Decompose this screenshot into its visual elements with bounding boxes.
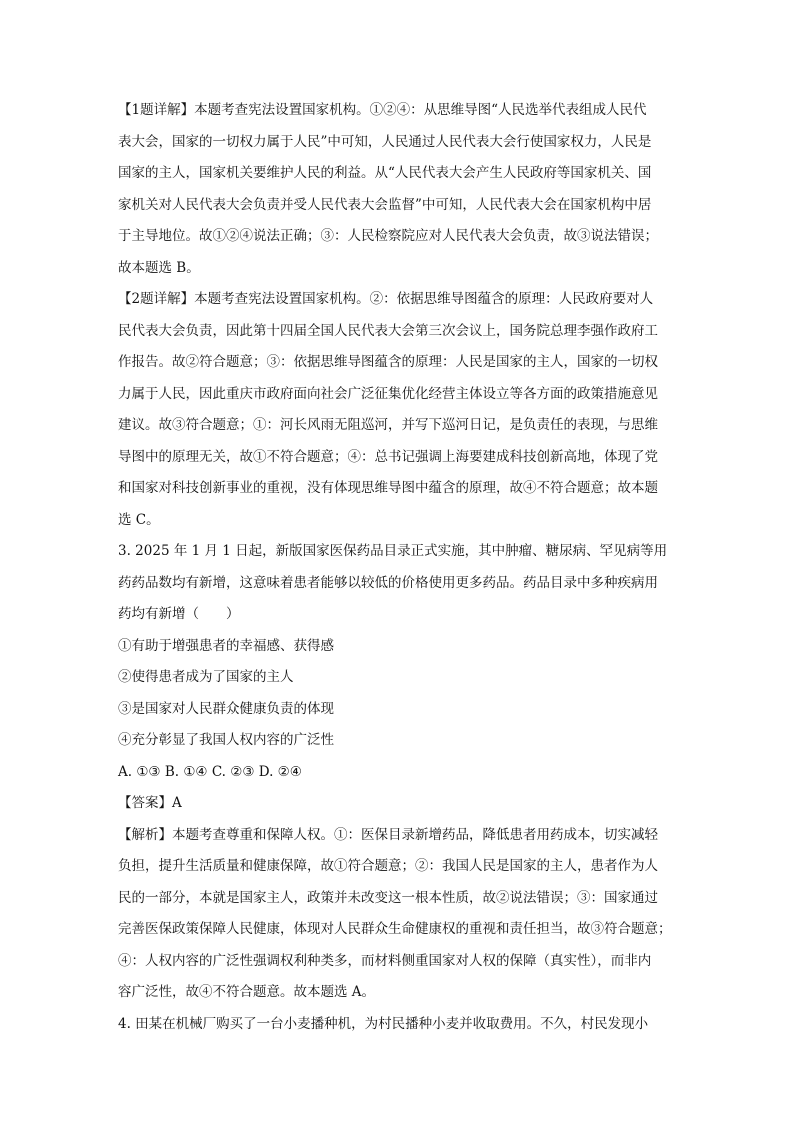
q2-detail-line-6: 导图中的原理无关，故①不符合题意；④：总书记强调上海要建成科技创新高地，体现了党 — [118, 448, 658, 465]
q1-detail-line-6: 故本题选 B。 — [118, 259, 200, 276]
question-3-stem-line-2: 药药品数均有新增，这意味着患者能够以较低的价格使用更多药品。药品目录中多种疾病用 — [118, 574, 658, 591]
question-3-option-1: ①有助于增强患者的幸福感、获得感 — [118, 637, 334, 654]
question-3-option-3: ③是国家对人民群众健康负责的体现 — [118, 700, 334, 717]
question-3-option-4: ④充分彰显了我国人权内容的广泛性 — [118, 732, 334, 748]
q2-detail-line-2: 民代表大会负责，因此第十四届全国人民代表大会第三次会议上，国务院总理李强作政府工 — [118, 322, 658, 339]
question-3-choices: A. ①③ B. ①④ C. ②③ D. ②④ — [118, 763, 302, 780]
q2-detail-line-3: 作报告。故②符合题意；③：依据思维导图蕴含的原理：人民是国家的主人，国家的一切权 — [118, 354, 658, 370]
question-3-analysis-line-1: 【解析】本题考查尊重和保障人权。①：医保目录新增药品，降低患者用药成本，切实减轻 — [118, 826, 658, 843]
question-3-analysis-line-4: 完善医保政策保障人民健康，体现对人民群众生命健康权的重视和责任担当，故③符合题意； — [118, 921, 672, 937]
question-3-analysis-line-6: 容广泛性，故④不符合题意。故本题选 A。 — [118, 984, 376, 1000]
document-page — [118, 95, 678, 1040]
q1-detail-line-2: 表大会，国家的一切权力属于人民”中可知，人民通过人民代表大会行使国家权力，人民是 — [118, 133, 652, 150]
question-3-option-2: ②使得患者成为了国家的主人 — [118, 669, 294, 685]
q2-detail-line-4: 力属于人民，因此重庆市政府面向社会广泛征集优化经营主体设立等各方面的政策措施意见 — [118, 385, 658, 402]
q1-detail-line-4: 家机关对人民代表大会负责并受人民代表大会监督”中可知，人民代表大会在国家机构中居 — [118, 196, 652, 213]
question-3-stem-line-1: 3. 2025 年 1 月 1 日起，新版国家医保药品目录正式实施，其中肿瘤、糖尿病、罕见病等用 — [118, 543, 668, 559]
question-3-answer: 【答案】A — [118, 795, 182, 811]
q2-detail-line-7: 和国家对科技创新事业的重视，没有体现思维导图中蕴含的原理，故④不符合题意；故本题 — [118, 480, 658, 496]
q1-detail-line-5: 于主导地位。故①②④说法正确；③：人民检察院应对人民代表大会负责，故③说法错误； — [118, 228, 658, 244]
q1-detail-line-1: 【1题详解】本题考查宪法设置国家机构。①②④：从思维导图“人民选举代表组成人民代 — [118, 102, 647, 118]
question-4-stem-line-1: 4. 田某在机械厂购买了一台小麦播种机，为村民播种小麦并收取费用。不久，村民发现小 — [118, 1015, 649, 1032]
question-3-analysis-line-2: 负担，提升生活质量和健康保障，故①符合题意；②：我国人民是国家的主人，患者作为人 — [118, 858, 658, 874]
question-3-analysis-line-3: 民的一部分，本就是国家主人，政策并未改变这一根本性质，故②说法错误；③：国家通过 — [118, 889, 658, 906]
q1-detail-line-3: 国家的主人，国家机关要维护人民的利益。从“人民代表大会产生人民政府等国家机关、国 — [118, 165, 652, 181]
question-3-stem-line-3: 药均有新增（ ） — [118, 606, 240, 622]
q2-detail-line-1: 【2题详解】本题考查宪法设置国家机构。②：依据思维导图蕴含的原理：人民政府要对人 — [118, 291, 654, 307]
q2-detail-line-5: 建议。故③符合题意；①：河长风雨无阻巡河，并写下巡河日记，是负责任的表现，与思维 — [118, 417, 658, 433]
question-3-analysis-line-5: ④：人权内容的广泛性强调权利种类多，而材料侧重国家对人权的保障（真实性），而非内 — [118, 952, 652, 969]
q2-detail-line-8: 选 C。 — [118, 511, 160, 528]
